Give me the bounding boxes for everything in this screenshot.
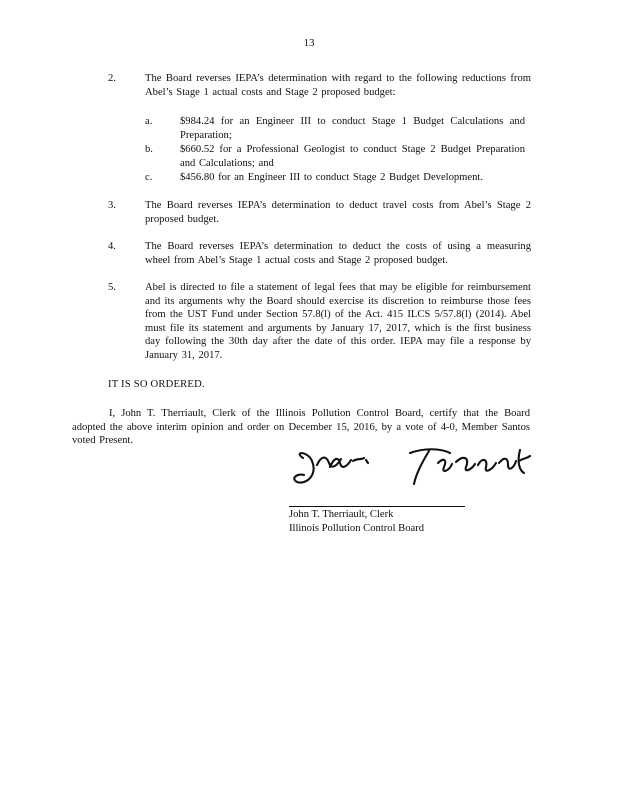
subitem-text: $456.80 for an Engineer III to conduct Stage 2 Budget Development.: [180, 172, 484, 183]
subitem-letter: b.: [145, 144, 153, 155]
signature-image: [290, 443, 535, 493]
signer-organization: Illinois Pollution Control Board: [289, 523, 425, 534]
signer-block: [289, 508, 509, 536]
item-number: 2.: [108, 73, 116, 84]
subitem-text: $984.24 for an Engineer III to conduct Stage 1 Budget Calculations and Preparation;: [180, 116, 525, 141]
item-text: The Board reverses IEPA’s determination to deduct the costs of using a measuring wheel from Abel’s Stage 1 actual costs and Stage 2 proposed budget.: [145, 241, 531, 266]
subitem-letter: a.: [145, 116, 153, 127]
item-number: 5.: [108, 282, 116, 293]
signature-line: [289, 506, 465, 507]
item-text: The Board reverses IEPA’s determination to deduct travel costs from Abel’s Stage 2 proposed budget.: [145, 200, 531, 225]
page-number: 13: [303, 37, 315, 49]
item-number: 3.: [108, 200, 116, 211]
signer-name-title: John T. Therriault, Clerk: [289, 509, 394, 520]
item-text: Abel is directed to file a statement of legal fees that may be eligible for reimbursement and its arguments why the Board should exercise its discretion to reimburse those fees from the UST Fund under Section 57.8(l) of the Act. 415 ILCS 5/57.8(l) (2014). Abel must file its statement and arguments by January 17, 2017, which is the first business day following the 30th day after the date of this order. IEPA may file a response by January 31, 2017.: [145, 282, 531, 361]
clerk-certification: I, John T. Therriault, Clerk of the Illinois Pollution Control Board, certify that the Board adopted the above interim opinion and order on December 15, 2016, by a vote of 4-0, Member Santos voted Present.: [72, 408, 530, 446]
subitem-letter: c.: [145, 172, 153, 183]
item-number: 4.: [108, 241, 116, 252]
item-text: The Board reverses IEPA’s determination with regard to the following reductions from Abel’s Stage 1 actual costs and Stage 2 proposed budget:: [145, 73, 531, 98]
ordered-heading: IT IS SO ORDERED.: [108, 379, 205, 390]
subitem-text: $660.52 for a Professional Geologist to conduct Stage 2 Budget Preparation and Calculations; and: [180, 144, 525, 169]
